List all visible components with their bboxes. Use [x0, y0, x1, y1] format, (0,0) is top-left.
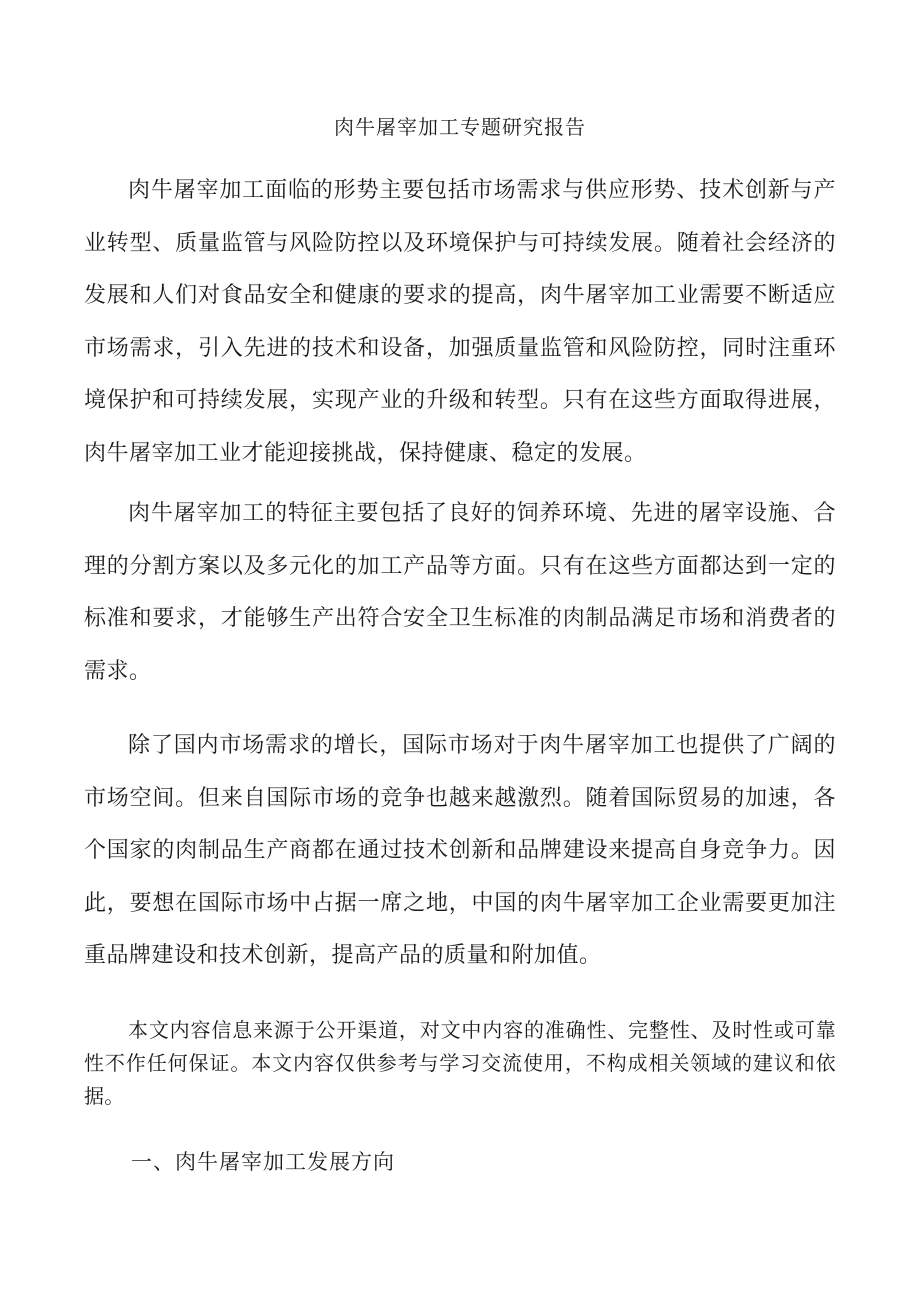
section-heading: 一、肉牛屠宰加工发展方向	[131, 1150, 395, 1174]
disclaimer-paragraph: 本文内容信息来源于公开渠道，对文中内容的准确性、完整性、及时性或可靠性不作任何保证。本文内容仅供参考与学习交流使用，不构成相关领域的建议和依据。	[84, 1018, 836, 1108]
body-paragraph-1: 肉牛屠宰加工面临的形势主要包括市场需求与供应形势、技术创新与产业转型、质量监管与风险防控以及环境保护与可持续发展。随着社会经济的发展和人们对食品安全和健康的要求的提高，肉牛屠宰加工业需要不断适应市场需求，引入先进的技术和设备，加强质量监管和风险防控，同时注重环境保护和可持续发展，实现产业的升级和转型。只有在这些方面取得进展，肉牛屠宰加工业才能迎接挑战，保持健康、稳定的发展。	[84, 178, 836, 466]
body-paragraph-2: 肉牛屠宰加工的特征主要包括了良好的饲养环境、先进的屠宰设施、合理的分割方案以及多元化的加工产品等方面。只有在这些方面都达到一定的标准和要求，才能够生产出符合安全卫生标准的肉制品满足市场和消费者的需求。	[84, 501, 836, 684]
body-paragraph-3: 除了国内市场需求的增长，国际市场对于肉牛屠宰加工也提供了广阔的市场空间。但来自国际市场的竞争也越来越激烈。随着国际贸易的加速，各个国家的肉制品生产商都在通过技术创新和品牌建设来提高自身竞争力。因此，要想在国际市场中占据一席之地，中国的肉牛屠宰加工企业需要更加注重品牌建设和技术创新，提高产品的质量和附加值。	[84, 733, 836, 968]
page-title: 肉牛屠宰加工专题研究报告	[334, 115, 586, 139]
